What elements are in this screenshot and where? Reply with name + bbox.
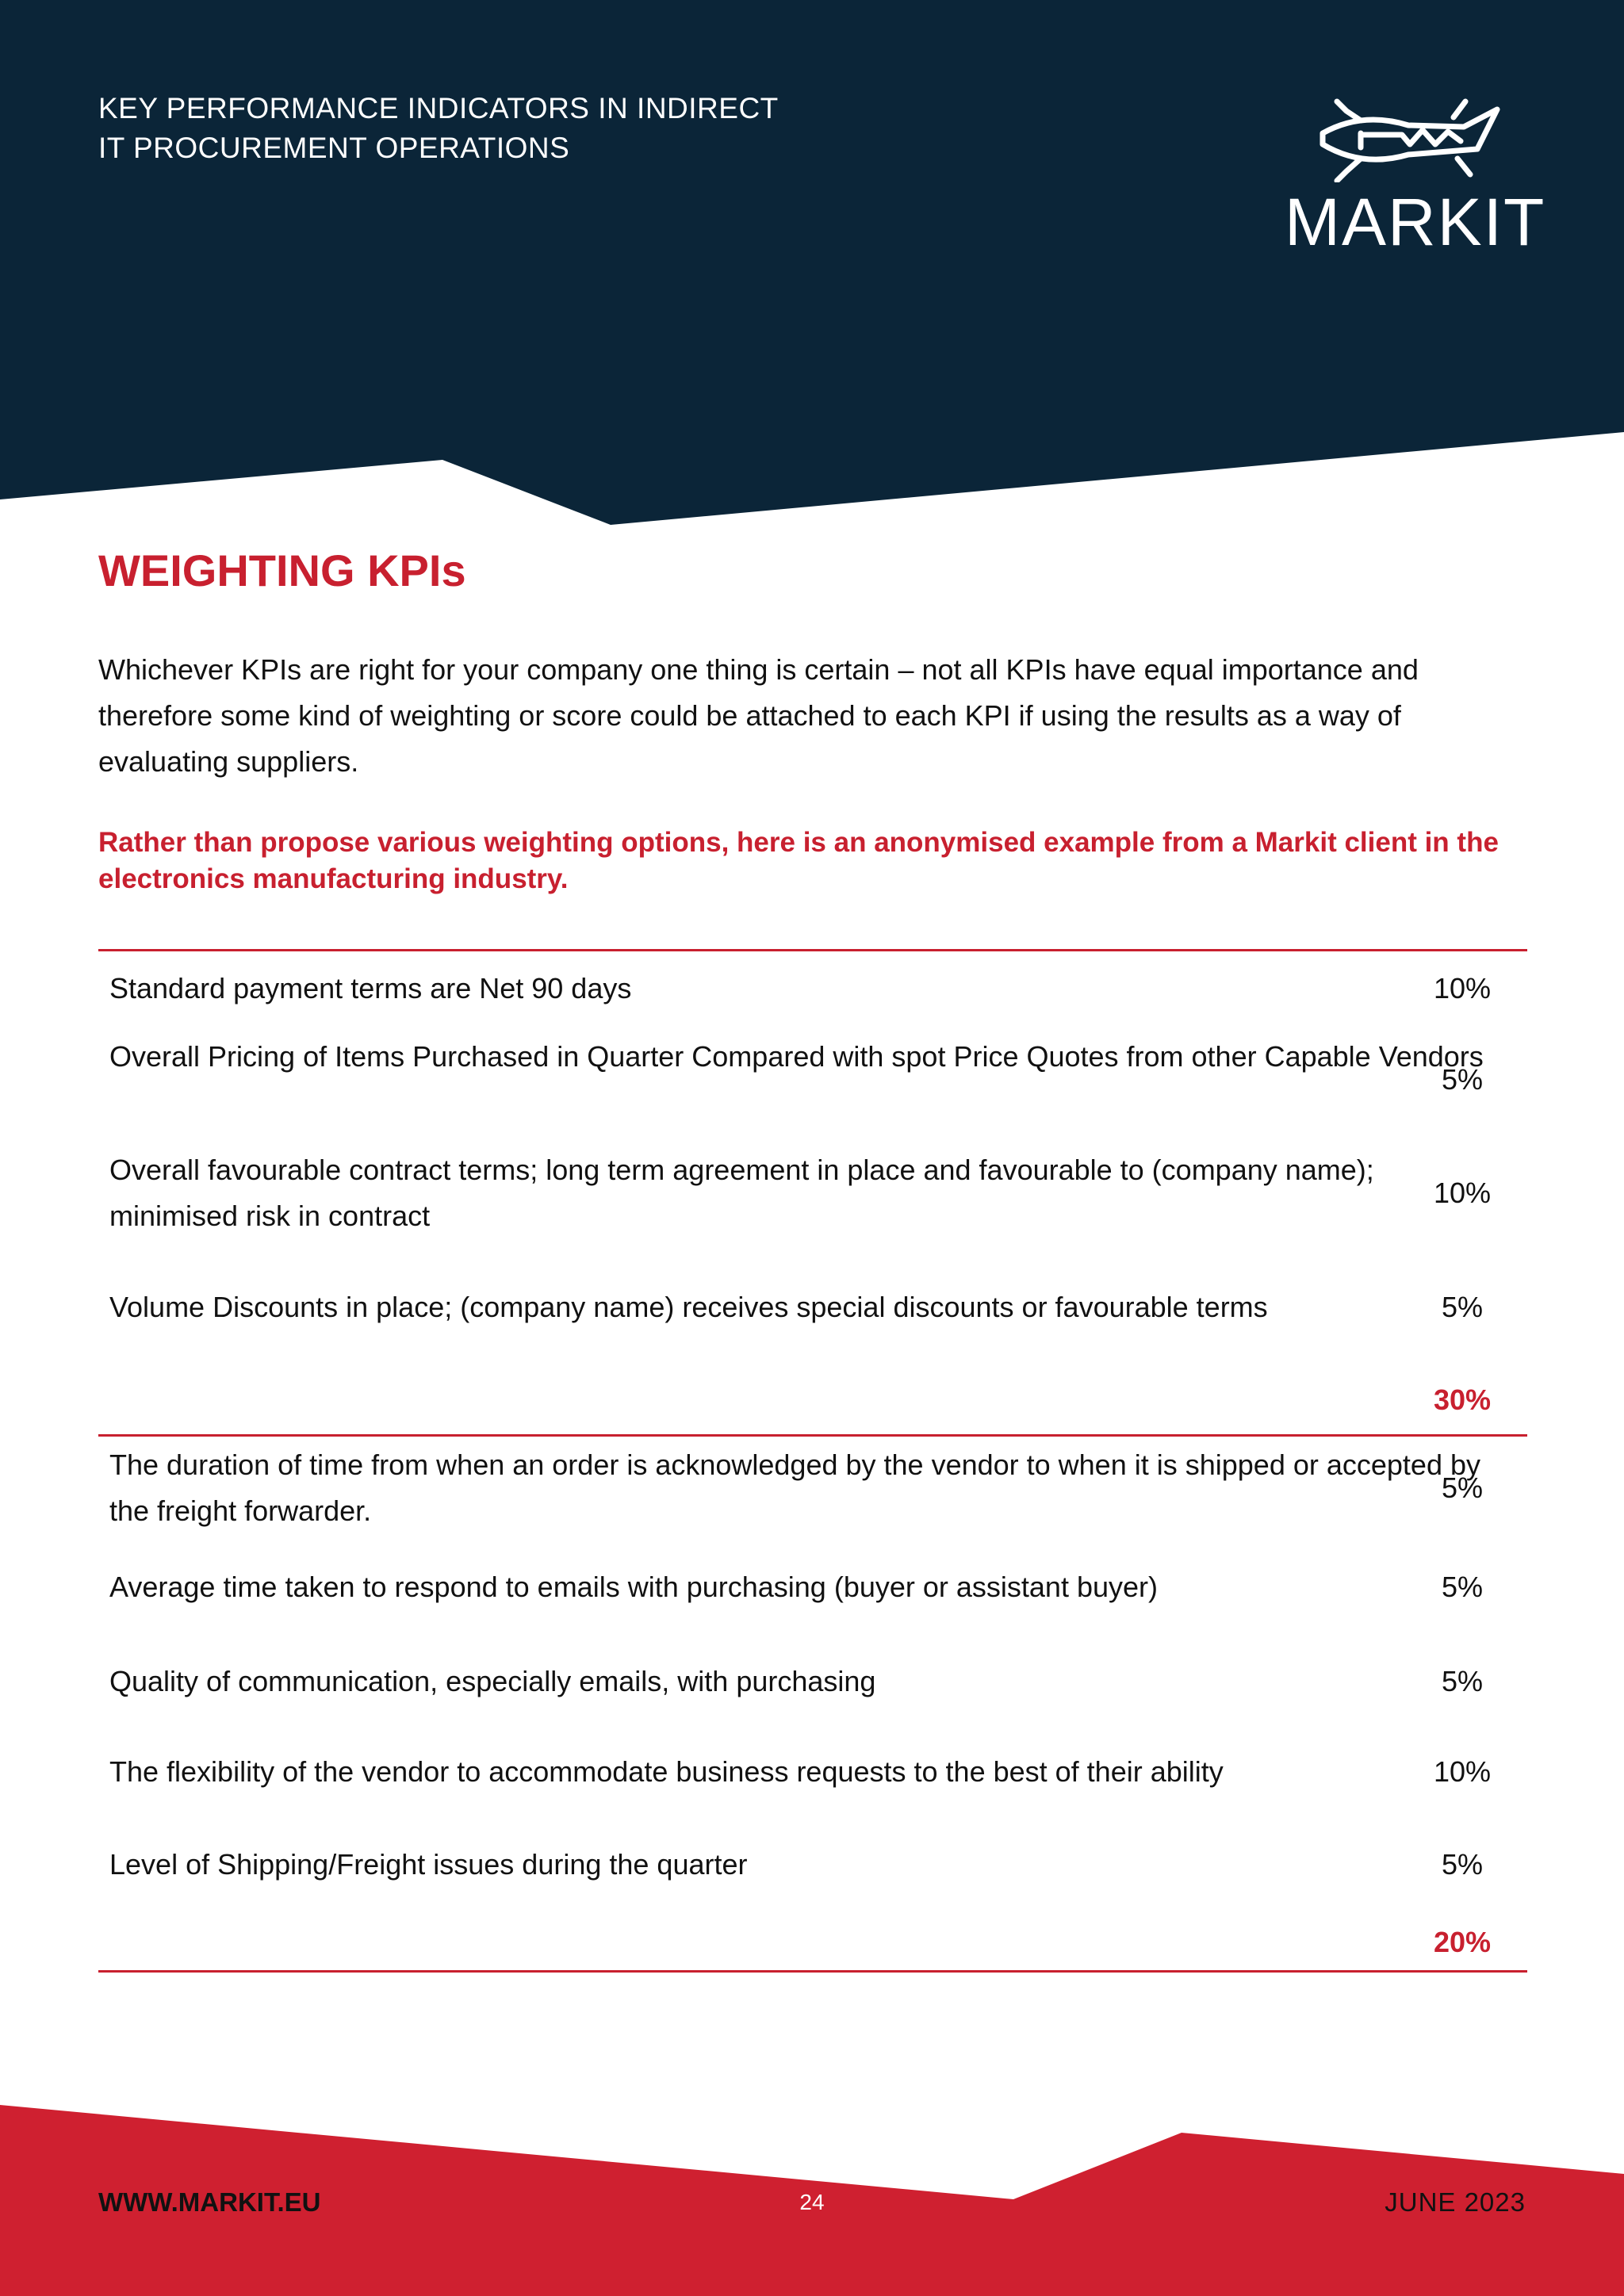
lizard-logo-icon — [1315, 95, 1505, 182]
kpi-weight: 10% — [1433, 972, 1492, 1004]
kpi-label: Volume Discounts in place; (company name) receives special discounts or favourable terms — [109, 1291, 1268, 1323]
header-background — [0, 0, 1624, 555]
kpi-weight: 5% — [1441, 1291, 1484, 1323]
kpi-label: Overall Pricing of Items Purchased in Quarter Compared with spot Price Quotes from other Capable Vendors — [109, 1040, 1484, 1073]
group-subtotal: 30% — [1433, 1383, 1492, 1416]
kpi-weight: 5% — [1441, 1063, 1484, 1096]
kpi-label: Quality of communication, especially emails, with purchasing — [109, 1665, 876, 1697]
kpi-label: Standard payment terms are Net 90 days — [109, 972, 632, 1004]
report-title — [98, 89, 812, 168]
kpi-weight: 10% — [1433, 1177, 1492, 1209]
section-title: WEIGHTING KPIs — [98, 545, 466, 595]
kpi-label: Level of Shipping/Freight issues during the quarter — [109, 1848, 748, 1881]
kpi-weight: 10% — [1433, 1755, 1492, 1788]
highlight-paragraph: Rather than propose various weighting options, here is an anonymised example from a Markit client in the electronics manufacturing industry. — [98, 827, 1499, 894]
table-top-rule — [98, 949, 1527, 951]
kpi-weight: 5% — [1441, 1848, 1484, 1881]
report-title-line-2: IT PROCUREMENT OPERATIONS — [98, 132, 570, 164]
kpi-weight: 5% — [1441, 1571, 1484, 1603]
report-title-line-1: KEY PERFORMANCE INDICATORS IN INDIRECT — [98, 92, 779, 124]
footer-website-link[interactable]: WWW.MARKIT.EU — [98, 2187, 321, 2217]
kpi-label: The duration of time from when an order is acknowledged by the vendor to when it is shipped or accepted by the freight forwarder. — [109, 1448, 1480, 1527]
group-divider-rule — [98, 1434, 1527, 1437]
table-bottom-rule — [98, 1970, 1527, 1973]
intro-paragraph: Whichever KPIs are right for your company one thing is certain – not all KPIs have equal importance and therefore some kind of weighting or score could be attached to each KPI if using the results as a way of evaluating suppliers. — [98, 653, 1419, 778]
logo-wordmark: MARKIT — [1285, 185, 1546, 259]
page-number: 24 — [799, 2190, 825, 2214]
kpi-label: Average time taken to respond to emails with purchasing (buyer or assistant buyer) — [109, 1571, 1158, 1603]
markit-logo — [1285, 87, 1546, 262]
kpi-label: Overall favourable contract terms; long term agreement in place and favourable to (company name); minimised risk in contract — [109, 1154, 1374, 1232]
group-subtotal: 20% — [1433, 1926, 1492, 1958]
kpi-weight: 5% — [1441, 1471, 1484, 1504]
kpi-weight: 5% — [1441, 1665, 1484, 1697]
footer-date: JUNE 2023 — [1385, 2187, 1526, 2217]
kpi-label: The flexibility of the vendor to accommodate business requests to the best of their ability — [109, 1755, 1224, 1788]
